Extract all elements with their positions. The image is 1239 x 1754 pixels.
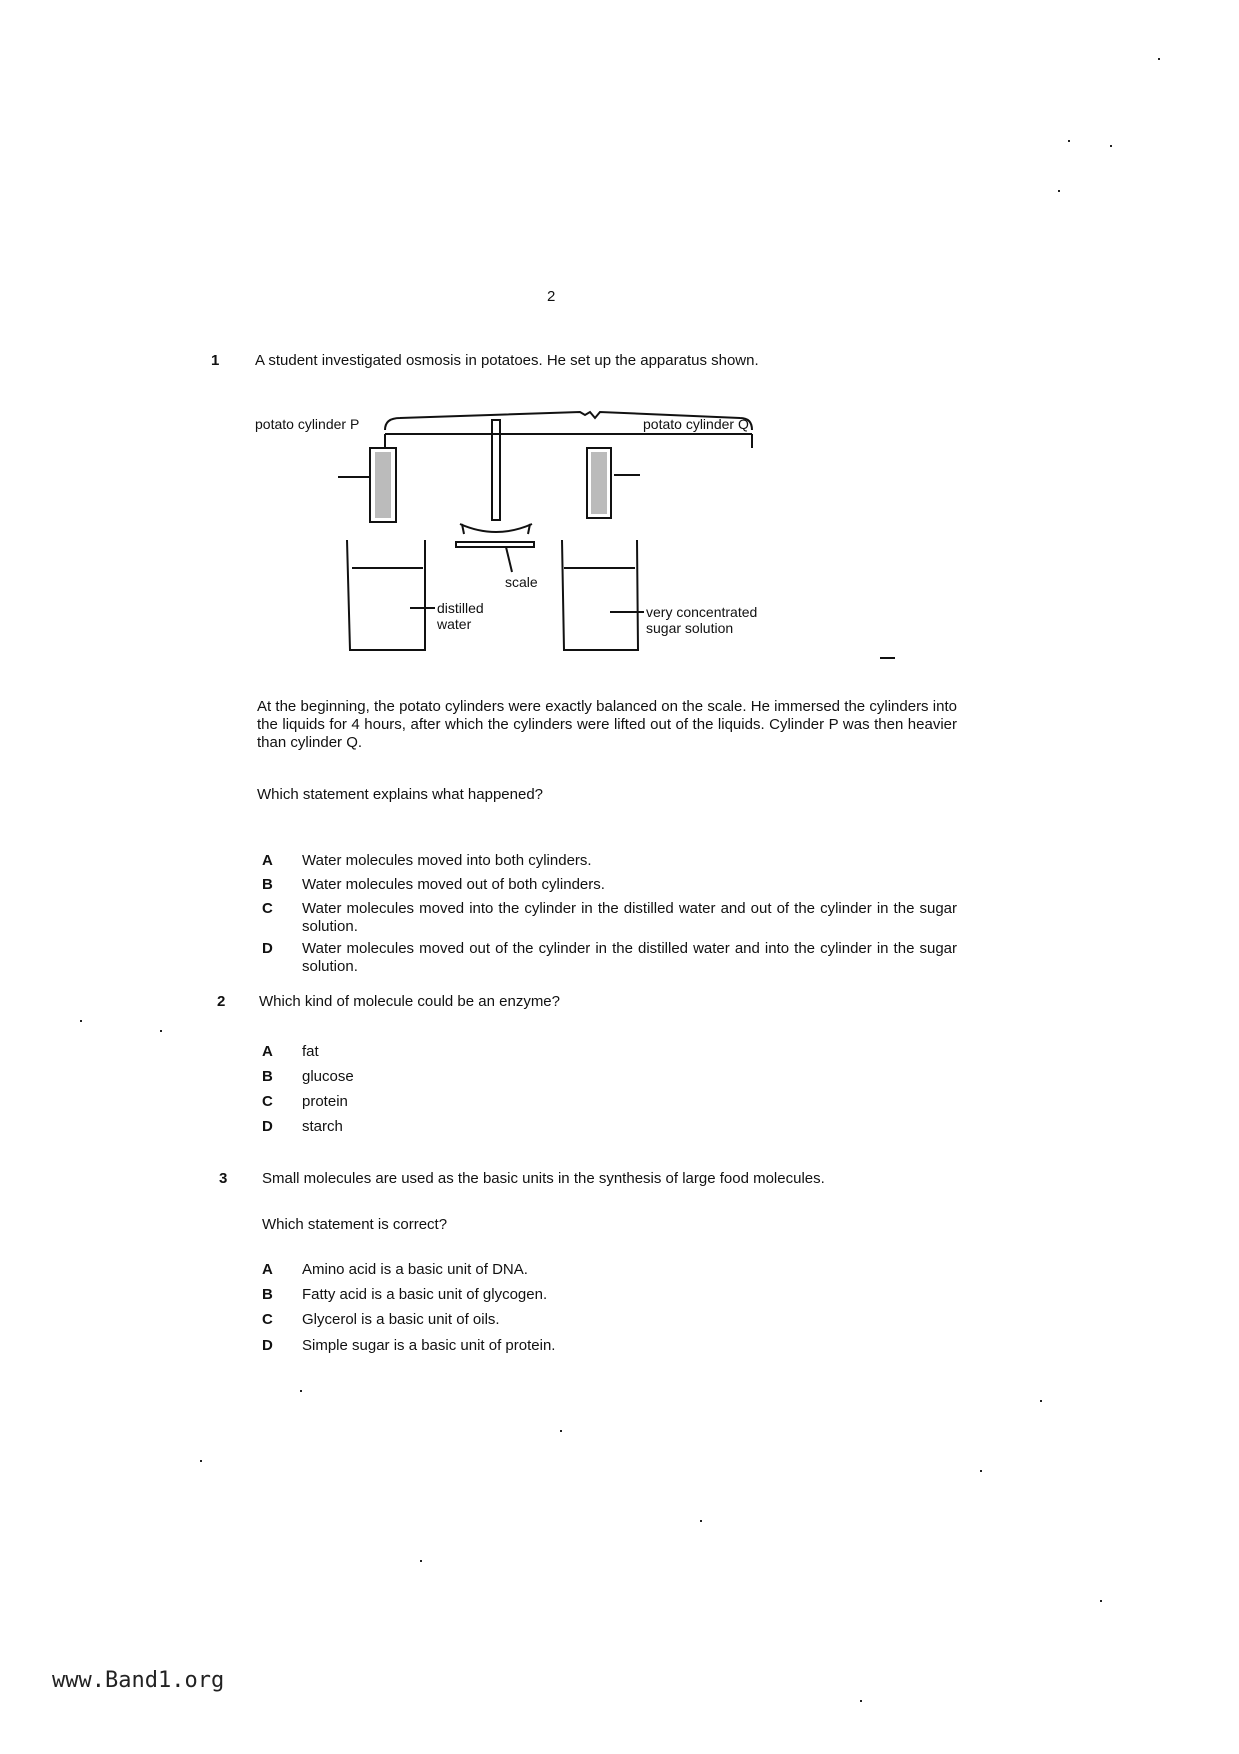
option-letter: A <box>262 852 273 869</box>
label-potato-cylinder-q: potato cylinder Q <box>643 416 749 432</box>
label-line: distilled <box>437 600 484 616</box>
question-stem: Which kind of molecule could be an enzyme? <box>259 993 560 1010</box>
question-paragraph: At the beginning, the potato cylinders were exactly balanced on the scale. He immersed the cylinders into the liquids for 4 hours, after which the cylinders were lifted out of the liquids. Cylinder P was then heavier than cylinder Q. <box>257 698 957 751</box>
option-letter: A <box>262 1043 273 1060</box>
option-text: Water molecules moved into the cylinder in the distilled water and out of the cylinder in the sugar solution. <box>302 900 957 935</box>
option-text: starch <box>302 1118 343 1135</box>
option-text: Water molecules moved out of the cylinder in the distilled water and into the cylinder in the sugar solution. <box>302 940 957 975</box>
footer-website: www.Band1.org <box>52 1668 225 1693</box>
question-stem: Small molecules are used as the basic units in the synthesis of large food molecules. <box>262 1170 825 1187</box>
option-letter: B <box>262 1068 273 1085</box>
option-text: Water molecules moved out of both cylinders. <box>302 876 605 893</box>
option-letter: B <box>262 876 273 893</box>
option-text: glucose <box>302 1068 354 1085</box>
page-number: 2 <box>547 288 556 305</box>
option-letter: D <box>262 1118 273 1135</box>
option-letter: D <box>262 940 273 957</box>
label-distilled-water <box>437 600 484 632</box>
question-prompt: Which statement explains what happened? <box>257 786 544 803</box>
question-number: 3 <box>219 1170 228 1187</box>
question-number: 1 <box>211 352 220 369</box>
option-letter: D <box>262 1337 273 1354</box>
option-text: Fatty acid is a basic unit of glycogen. <box>302 1286 548 1303</box>
question-stem: A student investigated osmosis in potatoes. He set up the apparatus shown. <box>255 352 759 369</box>
option-letter: C <box>262 900 273 917</box>
option-text: Amino acid is a basic unit of DNA. <box>302 1261 528 1278</box>
label-line: water <box>437 616 472 632</box>
option-letter: C <box>262 1311 273 1328</box>
option-text: Water molecules moved into both cylinders. <box>302 852 592 869</box>
option-letter: A <box>262 1261 273 1278</box>
label-line: very concentrated <box>646 604 758 620</box>
question-prompt: Which statement is correct? <box>262 1216 448 1233</box>
option-letter: B <box>262 1286 273 1303</box>
label-potato-cylinder-p: potato cylinder P <box>255 416 360 432</box>
option-text: Simple sugar is a basic unit of protein. <box>302 1337 556 1354</box>
apparatus-diagram <box>240 390 900 660</box>
label-sugar-solution <box>646 604 757 636</box>
option-text: fat <box>302 1043 319 1060</box>
label-line: sugar solution <box>646 620 734 636</box>
option-letter: C <box>262 1093 273 1110</box>
label-scale: scale <box>505 574 538 590</box>
option-text: protein <box>302 1093 348 1110</box>
option-text: Glycerol is a basic unit of oils. <box>302 1311 500 1328</box>
question-number: 2 <box>217 993 226 1010</box>
